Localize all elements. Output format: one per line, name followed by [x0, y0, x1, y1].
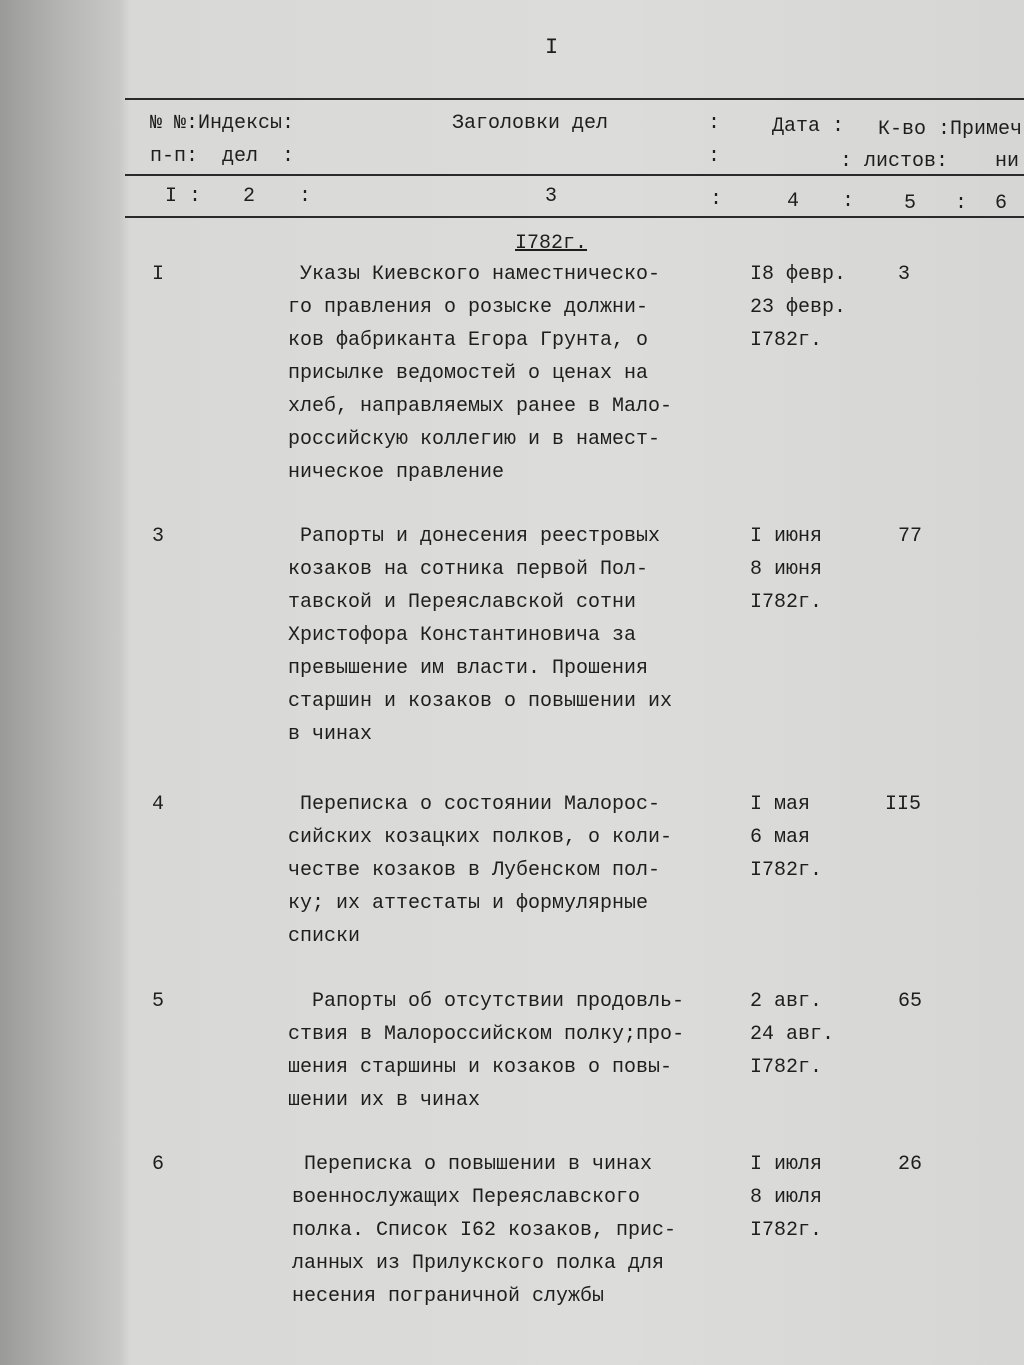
date-line: I782г.: [750, 329, 823, 352]
col-num-6: 6: [995, 192, 1008, 215]
date-line: 8 июля: [750, 1186, 823, 1209]
date-line: 24 авг.: [750, 1023, 835, 1046]
date-line: I июня: [750, 525, 823, 548]
title-line: ланных из Прилукского полка для: [292, 1252, 665, 1275]
title-line: полка. Список I62 козаков, прис-: [292, 1219, 677, 1242]
header-col-sheets-2: : листов:: [840, 150, 949, 173]
record-title: [288, 985, 685, 1117]
record-title: [288, 520, 673, 751]
header-col-notes-2: ни: [995, 150, 1020, 173]
title-line: несения пограничной службы: [292, 1285, 605, 1308]
header-col-index-2: п-п: дел :: [150, 145, 295, 168]
header-col-sheets: К-во :Примеч: [878, 118, 1023, 141]
year-heading: I782г.: [515, 232, 588, 255]
title-line: хлеб, направляемых ранее в Мало-: [288, 395, 673, 418]
col-num-1: I :: [165, 185, 202, 208]
record-date: [750, 788, 822, 887]
header-rule: [125, 174, 1024, 176]
title-line: Указы Киевского наместническо-: [300, 263, 661, 286]
record-number: 6: [152, 1153, 165, 1176]
date-line: I8 февр.: [750, 263, 847, 286]
col-sep: :: [710, 188, 723, 211]
record-date: [750, 985, 834, 1084]
record-number: 4: [152, 793, 165, 816]
title-line: списки: [288, 925, 361, 948]
record-title: [288, 788, 673, 953]
record-sheets: 26: [898, 1153, 923, 1176]
title-line: старшин и козаков о повышении их: [288, 690, 673, 713]
date-line: I782г.: [750, 859, 823, 882]
title-line: честве козаков в Лубенском пол-: [288, 859, 661, 882]
title-line: присылке ведомостей о ценах на: [288, 362, 649, 385]
title-line: шения старшины и козаков о повы-: [288, 1056, 673, 1079]
date-line: 23 февр.: [750, 296, 847, 319]
title-line: ствия в Малороссийском полку;про-: [288, 1023, 685, 1046]
date-line: 8 июня: [750, 558, 823, 581]
title-line: сийских козацких полков, о коли-: [288, 826, 673, 849]
date-line: I782г.: [750, 1219, 823, 1242]
record-date: [750, 520, 822, 619]
title-line: в чинах: [288, 723, 373, 746]
header-col-titles: Заголовки дел: [452, 112, 609, 135]
record-sheets: II5: [885, 793, 922, 816]
title-line: тавской и Переяславской сотни: [288, 591, 637, 614]
date-line: 6 мая: [750, 826, 811, 849]
header-bottom-rule: [125, 216, 1024, 218]
col-num-5: 5: [904, 192, 917, 215]
title-line: Христофора Константиновича за: [288, 624, 637, 647]
title-line: военнослужащих Переяславского: [292, 1186, 641, 1209]
date-line: I782г.: [750, 1056, 823, 1079]
title-line: шении их в чинах: [288, 1089, 481, 1112]
table-top-rule: [125, 98, 1024, 100]
title-line: Рапорты и донесения реестровых: [300, 525, 661, 548]
header-sep: :: [708, 112, 721, 135]
col-sep: :: [275, 185, 312, 208]
title-line: Переписка о состоянии Малорос-: [300, 793, 661, 816]
title-line: ков фабриканта Егора Грунта, о: [288, 329, 649, 352]
title-line: превышение им власти. Прошения: [288, 657, 649, 680]
record-date: [750, 258, 846, 357]
page-number: I: [545, 35, 559, 60]
header-sep-2: :: [708, 145, 721, 168]
record-sheets: 77: [898, 525, 923, 548]
date-line: I июля: [750, 1153, 823, 1176]
record-number: 3: [152, 525, 165, 548]
record-number: I: [152, 263, 165, 286]
title-line: Рапорты об отсутствии продовль-: [300, 990, 685, 1013]
title-line: ку; их аттестаты и формулярные: [288, 892, 649, 915]
date-line: I мая: [750, 793, 811, 816]
title-line: российскую коллегию и в намест-: [288, 428, 661, 451]
title-line: ническое правление: [288, 461, 505, 484]
date-line: 2 авг.: [750, 990, 823, 1013]
col-num-2: 2: [243, 185, 256, 208]
title-line: го правления о розыске должни-: [288, 296, 649, 319]
title-line: козаков на сотника первой Пол-: [288, 558, 649, 581]
title-line: Переписка о повышении в чинах: [304, 1153, 653, 1176]
record-title: [288, 258, 673, 489]
header-col-date: Дата :: [772, 115, 845, 138]
col-num-4: 4: [787, 190, 800, 213]
record-title: [292, 1148, 677, 1313]
record-sheets: 65: [898, 990, 923, 1013]
header-col-index: № №:Индексы:: [150, 112, 295, 135]
col-num-3: 3: [545, 185, 558, 208]
record-sheets: 3: [898, 263, 911, 286]
record-number: 5: [152, 990, 165, 1013]
date-line: I782г.: [750, 591, 823, 614]
record-date: [750, 1148, 822, 1247]
col-sep: :: [955, 192, 968, 215]
col-sep: :: [842, 190, 855, 213]
